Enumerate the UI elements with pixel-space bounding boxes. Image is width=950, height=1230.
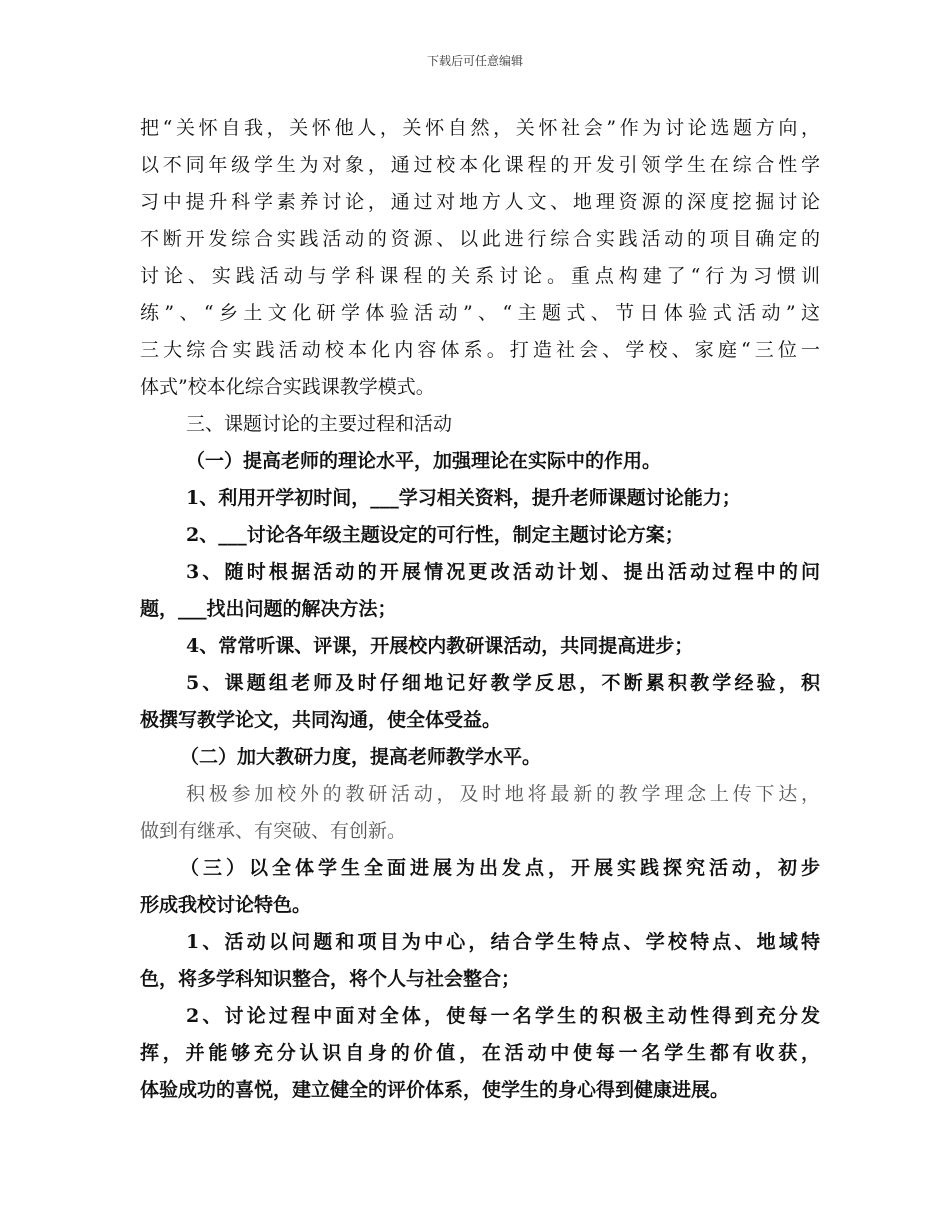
- list-item: 2、讨论过程中面对全体，使每一名学生的积极主动性得到充分发: [186, 1005, 820, 1027]
- paragraph-line: 习中提升科学素养讨论，通过对地方人文、地理资源的深度挖掘讨论: [140, 191, 820, 213]
- paragraph-line: 练”、“乡土文化研学体验活动”、“主题式、节日体验式活动”这: [140, 302, 820, 324]
- subsection-heading: （一）提高老师的理论水平，加强理论在实际中的作用。: [186, 450, 662, 472]
- list-item: 4、常常听课、评课，开展校内教研课活动，共同提高进步；: [186, 635, 694, 657]
- list-item-continuation: 题，___找出问题的解决方法；: [140, 598, 397, 620]
- document-body: [140, 110, 820, 1109]
- paragraph-line: 讨论、实践活动与学科课程的关系讨论。重点构建了“行为习惯训: [140, 265, 820, 287]
- page-header: 下载后可任意编辑: [426, 54, 523, 68]
- list-item-continuation: 色，将多学科知识整合，将个人与社会整合；: [140, 968, 521, 990]
- list-item: 3、随时根据活动的开展情况更改活动计划、提出活动过程中的问: [186, 561, 820, 583]
- list-item: 5、课题组老师及时仔细地记好教学反思，不断累积教学经验，积: [186, 672, 820, 694]
- list-item: 1、利用开学初时间，___学习相关资料，提升老师课题讨论能力；: [186, 487, 741, 509]
- paragraph-line: 三大综合实践活动校本化内容体系。打造社会、学校、家庭“三位一: [140, 339, 820, 361]
- list-item-continuation: 体验成功的喜悦，建立健全的评价体系，使学生的身心得到健康进展。: [140, 1079, 730, 1101]
- list-item: 1、活动以问题和项目为中心，结合学生特点、学校特点、地域特: [186, 931, 820, 953]
- paragraph-line: 做到有继承、有突破、有创新。: [140, 820, 407, 842]
- paragraph-line: 积极参加校外的教研活动，及时地将最新的教学理念上传下达，: [186, 783, 820, 805]
- paragraph-line: 以不同年级学生为对象，通过校本化课程的开发引领学生在综合性学: [140, 154, 820, 176]
- list-item-continuation: 极撰写教学论文，共同沟通，使全体受益。: [140, 709, 502, 731]
- paragraph-line: 体式”校本化综合实践课教学模式。: [140, 376, 435, 398]
- list-item: 2、___讨论各年级主题设定的可行性，制定主题讨论方案；: [186, 524, 684, 546]
- paragraph-line: 不断开发综合实践活动的资源、以此进行综合实践活动的项目确定的: [140, 228, 820, 250]
- subsection-heading-continuation: 形成我校讨论特色。: [140, 894, 312, 916]
- list-item-continuation: 挥，并能够充分认识自身的价值，在活动中使每一名学生都有收获，: [140, 1042, 820, 1064]
- subsection-heading: （二）加大教研力度，提高老师教学水平。: [180, 746, 542, 768]
- paragraph-line: 把“关怀自我，关怀他人，关怀自然，关怀社会”作为讨论选题方向，: [140, 117, 820, 139]
- subsection-heading: （三）以全体学生全面进展为出发点，开展实践探究活动，初步: [180, 857, 820, 879]
- section-heading: 三、课题讨论的主要过程和活动: [186, 413, 453, 435]
